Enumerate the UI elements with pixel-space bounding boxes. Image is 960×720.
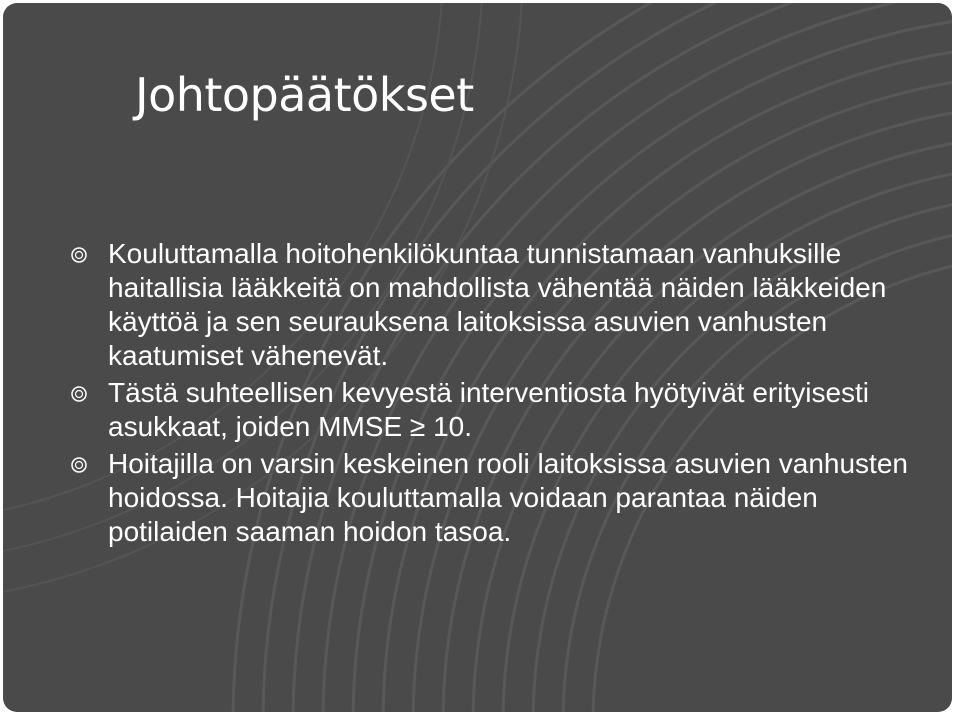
ring-bullet-icon [70,246,88,264]
ring-bullet-icon [70,456,88,474]
bullet-list [70,237,930,552]
bullet-item [70,376,930,444]
ring-bullet-icon [70,385,88,403]
slide-background [3,3,952,712]
bullet-item [70,447,930,549]
slide-title: Johtopäätökset [135,68,474,122]
bullet-text: Kouluttamalla hoitohenkilökuntaa tunnistamaan vanhuksille haitallisia lääkkeitä on mahdollista vähentää näiden lääkkeiden käyttöä ja sen seurauksena laitoksissa asuvien vanhusten kaatumiset vähenevät. [108,238,887,371]
bullet-text: Hoitajilla on varsin keskeinen rooli laitoksissa asuvien vanhusten hoidossa. Hoitajia kouluttamalla voidaan parantaa näiden potilaiden saaman hoidon tasoa. [108,448,908,547]
bullet-item [70,237,930,373]
bullet-text: Tästä suhteellisen kevyestä interventiosta hyötyivät erityisesti asukkaat, joiden MMSE ≥ 10. [108,377,870,442]
